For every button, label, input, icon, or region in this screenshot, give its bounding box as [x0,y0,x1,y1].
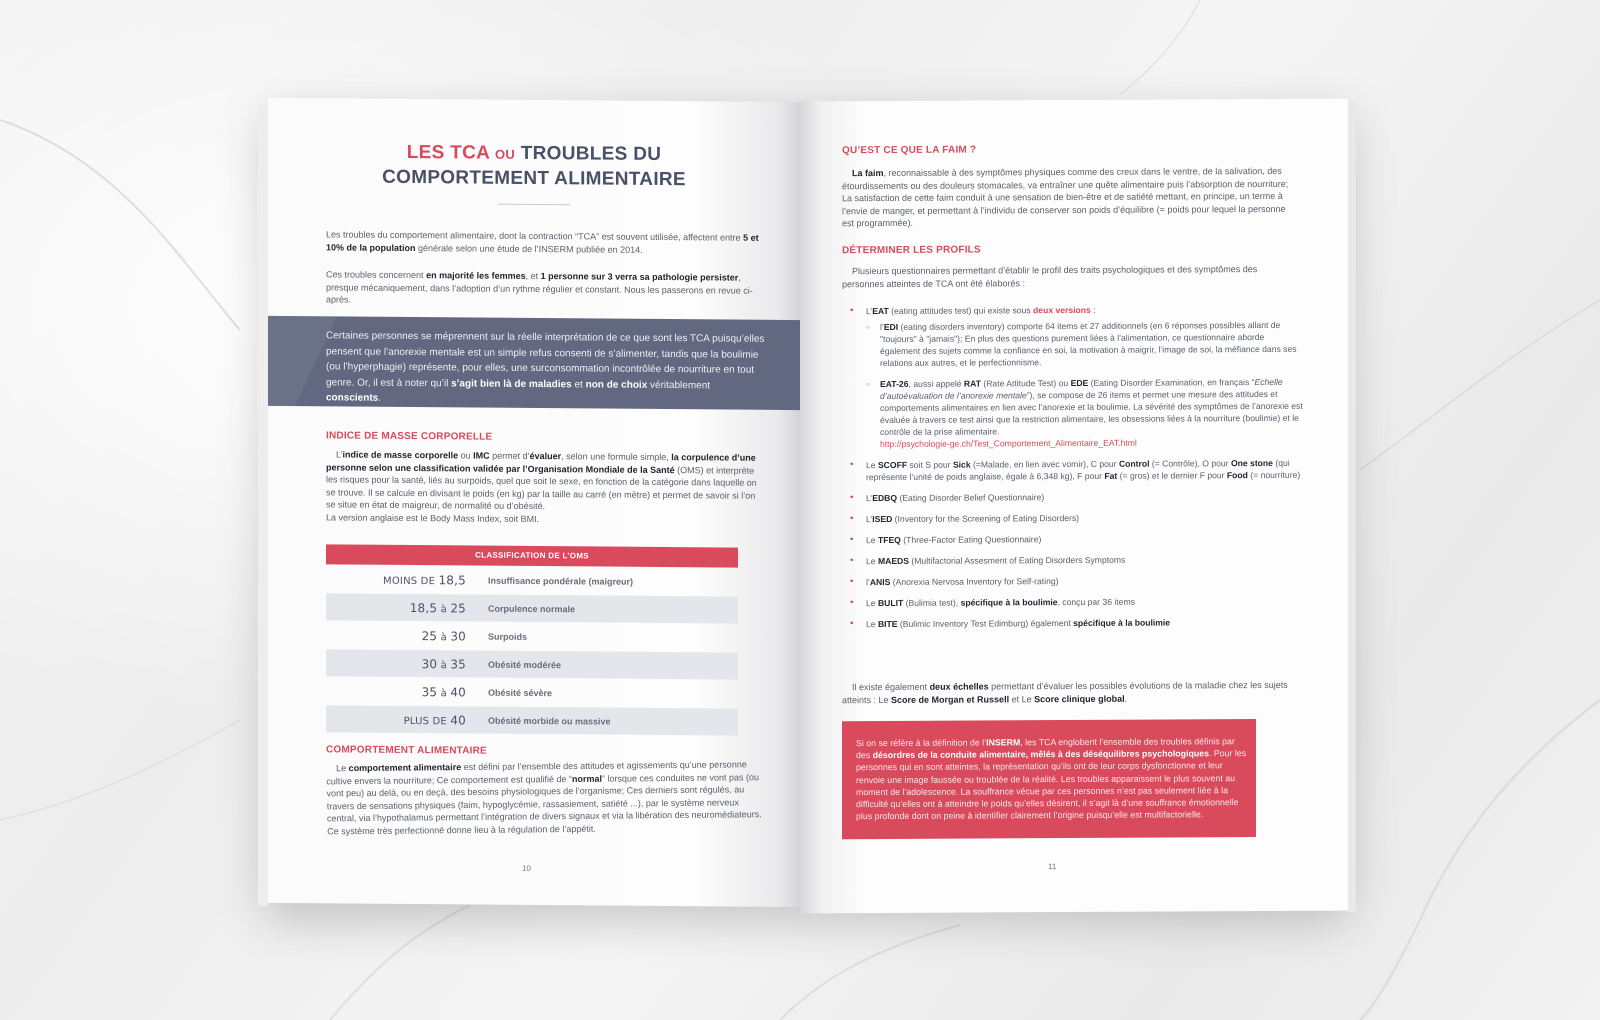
profils-intro: Plusieurs questionnaires permettant d’établir le profil des traits psychologiques et des symptômes des personnes atteintes de TCA ont été élaborés : [842,264,1258,289]
table-row [326,565,738,595]
table-row [326,649,738,679]
title-line2: COMPORTEMENT ALIMENTAIRE [382,166,686,191]
table-row [326,705,738,735]
bullet-icon: • [850,492,854,504]
bmi-category: Insuffisance pondérale (maigreur) [488,575,634,587]
list-item: • L’EDBQ (Eating Disorder Belief Questionnaire) [850,492,1045,504]
bullet-icon: • [850,534,854,546]
bullet-icon: • [850,513,854,525]
bmi-category: Obésité modérée [488,659,562,670]
questionnaire-list [848,303,1304,639]
bullet-icon: • [850,618,854,630]
page-stack-left [258,104,268,906]
bmi-category: Surpoids [488,631,528,642]
table-row [326,621,738,651]
ring-bullet-icon: ◦ [866,379,870,390]
imc-paragraph: L’indice de masse corporelle ou IMC permet d’évaluer, selon une formule simple, la corpulence d’une personne selon une classification validée par l’Organisation Mondiale de la Santé (OMS) et interprète les risques pour la santé, liés au surpoids, quel que soit le sexe, en fonction de la catégorie dans laquelle on se trouve. Il se calcule en divisant le poids (en kg) par la taille au carré (en mètre) et permet de savoir si l’on se situe en état de maigreur, de normalité ou d’obésité. La version anglaise est le Body Mass Index, soit BMI. [326,449,757,524]
oms-table-header: CLASSIFICATION DE L’OMS [326,544,738,567]
comportement-paragraph: Le comportement alimentaire est défini par l’ensemble des attitudes et agissements qu’une personne cultive envers la nourriture; Ce comportement est qualifié de “normal” lorsque ces conduites ne vont pas (ou vont peu) au delà, ou en deçà, des besoins physiologiques de l’organisme; Ces derniers sont régulés, au travers de sensations physiques (faim, hypoglycémie, rassasiement, satiété ...), par le système nerveux central, via l’hypothalamus permettant l’intégration de divers signaux et via la libération des neuromédiateurs. Ce système très perfectionné donne lieu à la régulation de l’appétit. [326,759,762,836]
inserm-callout-text: Si on se réfère à la définition de l’INSERM, les TCA englobent l’ensemble des troubles définis par des désordres de la conduite alimentaire, mêlés à des déséquilibres psychologiques. Pour les personnes qui en sont atteintes, la représentation qu’ils ont de leur corps dysfonctionne et leur renvoie une image faussée ou troublée de la réalité. Les troubles apparaissent le plus souvent au moment de l’adolescence. La souffrance vécue par ces personnes n’est pas seulement liée à la difficulté qu’elles ont à atteindre le poids qu’elles désirent, il s’agit là d’une souffrance émotionnelle plus profonde dont on peine à identifier clairement l’origine puisqu’elle est multifactorielle. [856,736,1247,822]
page-number: 11 [1048,862,1057,872]
bmi-range: 18,5 à 25 [409,600,466,615]
table-row [326,593,738,623]
list-item: • Le MAEDS (Multifactorial Assesment of Eating Disorders Symptoms [850,554,1126,567]
right-page [800,99,1348,914]
oms-classification-table [326,544,738,735]
title-connector: OU [495,146,516,162]
list-item: ◦ l’EDI (eating disorders inventory) comporte 64 items et 27 additionnels (en 6 réponses possibles allant de "toujours" à "jamais"); En plus des questions purement liées à l’alimentation, ce questionnaire aborde également des sujets comme la confiance en soi, la motivation à maigrir, l’image de soi, la méfiance dans ses relations aux autres, et le perfectionnisme. [866,319,1297,369]
echelles-paragraph: Il existe également deux échelles permettant d’évaluer les possibles évolutions de la maladie chez les sujets atteints : Le Score de Morgan et Russell et Le Score clinique global. [842,679,1288,705]
intro-paragraph-2: Ces troubles concernent en majorité les femmes, et 1 personne sur 3 verra sa pathologie persister, presque mécaniquement, dans l’adoption d’un rythme régulier et constant. Nous les passerons en revue ci-après. [326,269,753,305]
bmi-range: MOINS DE 18,5 [383,572,466,587]
faim-heading: QU’EST CE QUE LA FAIM ? [842,144,977,157]
list-item: • L’ISED (Inventory for the Screening of Eating Disorders) [850,512,1080,525]
left-page [268,98,800,907]
eat-test-link[interactable]: http://psychologie-ge.ch/Test_Comportement_Alimentaire_EAT.html [880,437,1137,450]
bmi-range: 30 à 35 [421,656,466,671]
ring-bullet-icon: ◦ [866,322,870,333]
title-tca: LES TCA [406,142,490,164]
list-item: ◦ EAT-26, aussi appelé RAT (Rate Attitude Test) ou EDE (Eating Disorder Examination, en français “Echelle d’autoévaluation de l’anorexie mentale”), se compose de 26 items et permet une mesure des attitudes et comportements alimentaires en lien avec l’anorexie et la boulimie. La sévérité des symptômes de l’anorexie est évaluée à travers ce test ainsi que la restriction alimentaire, les obsessions liées à la nourriture (boulimie) et le contrôle de la prise alimentaire. http://psychologie-ge.ch/Test_Comportement_Alimentaire_EAT.html [866,376,1303,450]
bullet-icon: • [850,305,854,317]
bullet-icon: • [850,459,854,471]
list-item: • Le SCOFF soit S pour Sick (=Malade, en lien avec vomir), C pour Control (= Contrôle), O pour One stone (qui représente l’unité de poids anglaise, égale à 6,348 kg), F pour Fat (= gros) et le dernier F pour Food (= nourriture) [850,457,1301,483]
bullet-icon: • [850,597,854,609]
imc-heading: INDICE DE MASSE CORPORELLE [326,430,493,443]
bmi-range: 25 à 30 [421,628,466,643]
highlight-band [268,316,800,410]
bmi-range: PLUS DE 40 [403,712,466,727]
inserm-callout [842,719,1256,839]
page-title [268,140,800,193]
table-row [326,677,738,707]
bullet-icon: • [850,555,854,567]
title-part2: TROUBLES DU [520,142,662,165]
bmi-range: 35 à 40 [421,684,466,699]
list-item: • l’ANIS (Anorexia Nervosa Inventory for Self-rating) [850,576,1059,588]
list-item: • L’EAT (eating attitudes test) qui existe sous deux versions : ◦ l’EDI (eating disorders inventory) comporte 64 items et 27 additionnels (en 6 réponses possibles allant de "toujours" à "jamais"); En plus des questions purement liées à l’alimentation, ce questionnaire aborde également des sujets comme la confiance en soi, la motivation à maigrir, l’image de soi, la méfiance dans ses relations aux autres, et le perfectionnisme. ◦ EAT-26, aussi appelé RAT (Rate Attitude Test) ou EDE (Eating Disorder Examination, en français “Echelle d’autoévaluation de l’anorexie mentale”), se compose de 26 items et permet une mesure des attitudes et comportements alimentaires en lien avec l’anorexie et la boulimie. La sévérité des symptômes de l’anorexie est évaluée à travers ce test ainsi que la restriction alimentaire, les obsessions liées à la nourriture (boulimie) et le contrôle de la prise alimentaire. http://psychologie-ge.ch/Test_Comportement_Alimentaire_EAT.html [850,304,1303,450]
page-stack-right [1348,102,1356,912]
page-number: 10 [522,863,531,873]
faim-paragraph: La faim, reconnaissable à des symptômes physiques comme des creux dans le ventre, de la salivation, des étourdissements ou des douleurs stomacales, va entraîner une quête alimentaire puis l’absorption de nourriture; La satisfaction de cette faim conduit à une sensation de bien-être et de satiété mettant, en principe, un terme à l’envie de manger, et permettant à l’individu de conserver son poids d’équilibre (= poids pour lequel la personne est programmée). [842,165,1289,229]
bullet-icon: • [850,576,854,588]
comportement-heading: COMPORTEMENT ALIMENTAIRE [326,744,487,757]
list-item: • Le TFEQ (Three-Factor Eating Questionnaire) [850,534,1042,546]
intro-paragraph-1: Les troubles du comportement alimentaire, dont la contraction “TCA” est souvent utilisée, affectent entre 5 et 10% de la population générale selon une étude de l’INSERM publiée en 2014. [326,229,759,255]
title-divider [498,204,570,206]
list-item: • Le BULIT (Bulimia test), spécifique à la boulimie, conçu par 36 items [850,596,1135,609]
bmi-category: Obésité morbide ou massive [488,715,611,727]
profils-heading: DÉTERMINER LES PROFILS [842,244,981,257]
list-item: • Le BITE (Bulimic Inventory Test Edimburg) également spécifique à la boulimie [850,617,1171,630]
bmi-category: Corpulence normale [488,603,576,614]
bmi-category: Obésité sévère [488,687,553,698]
highlight-text: Certaines personnes se méprennent sur la réelle interprétation de ce que sont les TCA puisqu’elles pensent que l’anorexie mentale est un simple refus consenti de s’alimenter, tandis que la boulimie (ou l’hyperphagie) représente, pour elles, une surconsommation incontrôlée de nourriture en tout genre. Or, il est à noter qu’il s’agit bien là de maladies et non de choix véritablement conscients. [326,330,765,404]
